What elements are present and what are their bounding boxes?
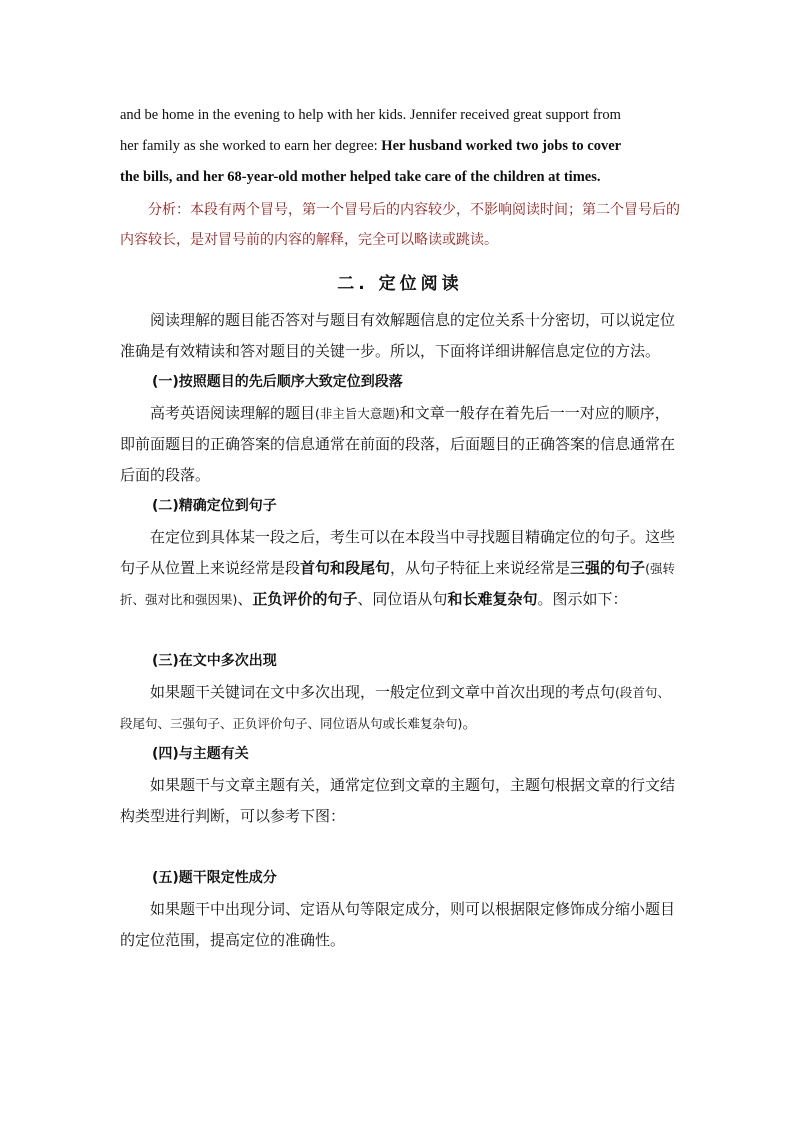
paragraph-2-text-d: 、同位语从句: [357, 590, 448, 608]
paragraph-3: [120, 677, 680, 739]
paragraph-1-note: (非主旨大意题): [315, 406, 400, 421]
paragraph-3-text-b: 。: [462, 714, 478, 732]
english-line-2-bold: Her husband worked two jobs to cover: [381, 138, 622, 154]
paragraph-2: [120, 522, 680, 615]
section-title: 二. 定位阅读: [337, 274, 463, 294]
heading-5: (五)题干限定性成分: [152, 870, 277, 886]
heading-4: (四)与主题有关: [152, 746, 249, 762]
intro-paragraph: 阅读理解的题目能否答对与题目有效解题信息的定位关系十分密切，可以说定位准确是有效精读和答对题目的关键一步。所以，下面将详细讲解信息定位的方法。: [120, 311, 676, 360]
english-line-1: and be home in the evening to help with her kids. Jennifer received great support from: [120, 107, 621, 123]
page-content: [120, 100, 680, 956]
english-line-2-plain: her family as she worked to earn her degree:: [120, 138, 382, 154]
paragraph-5: 如果题干中出现分词、定语从句等限定成分，则可以根据限定修饰成分缩小题目的定位范围，提高定位的准确性。: [120, 900, 676, 949]
paragraph-2-text-c: 、: [237, 590, 253, 608]
heading-2: (二)精确定位到句子: [152, 498, 277, 514]
paragraph-1-text-b: 和文章一般存在着先后一一对应的顺序，即前面题目的正确答案的信息通常在前面的段落，后面题目的正确答案的信息通常在后面的段落。: [120, 404, 676, 484]
diagram-placeholder-1: [120, 615, 680, 646]
paragraph-2-text-e: 。图示如下：: [537, 590, 628, 608]
paragraph-2-bold-4: 和长难复杂句: [447, 590, 538, 608]
paragraph-2-bold-2: 三强的句子: [570, 559, 646, 577]
paragraph-2-text-b: ，从句子特征上来说经常是: [390, 559, 571, 577]
paragraph-2-text-a: 在定位到具体某一段之后，考生可以在本段当中寻找题目精确定位的句子。这些句子从位置上来说经常是段: [120, 528, 676, 577]
analysis-note: 分析：本段有两个冒号，第一个冒号后的内容较少，不影响阅读时间；第二个冒号后的内容较长，是对冒号前的内容的解释，完全可以略读或跳读。: [120, 202, 680, 248]
paragraph-2-bold-3: 正负评价的句子: [252, 590, 358, 608]
heading-1: (一)按照题目的先后顺序大致定位到段落: [152, 374, 403, 390]
paragraph-3-text-a: 如果题干关键词在文中多次出现，一般定位到文章中首次出现的考点句: [150, 683, 616, 701]
english-line-3-bold: the bills, and her 68-year-old mother helped take care of the children at times.: [120, 169, 601, 185]
paragraph-2-note: (强转折、强对比和强因果): [120, 561, 675, 607]
paragraph-2-bold-1: 首句和段尾句: [300, 559, 391, 577]
paragraph-1-text-a: 高考英语阅读理解的题目: [150, 404, 316, 422]
heading-3: (三)在文中多次出现: [152, 653, 277, 669]
paragraph-1: [120, 398, 680, 491]
english-paragraph: [120, 100, 680, 193]
diagram-placeholder-2: [120, 832, 680, 863]
paragraph-3-note: (段首句、段尾句、三强句子、正负评价句子、同位语从句或长难复杂句): [120, 685, 670, 731]
paragraph-4: 如果题干与文章主题有关，通常定位到文章的主题句，主题句根据文章的行文结构类型进行判断，可以参考下图：: [120, 776, 676, 825]
